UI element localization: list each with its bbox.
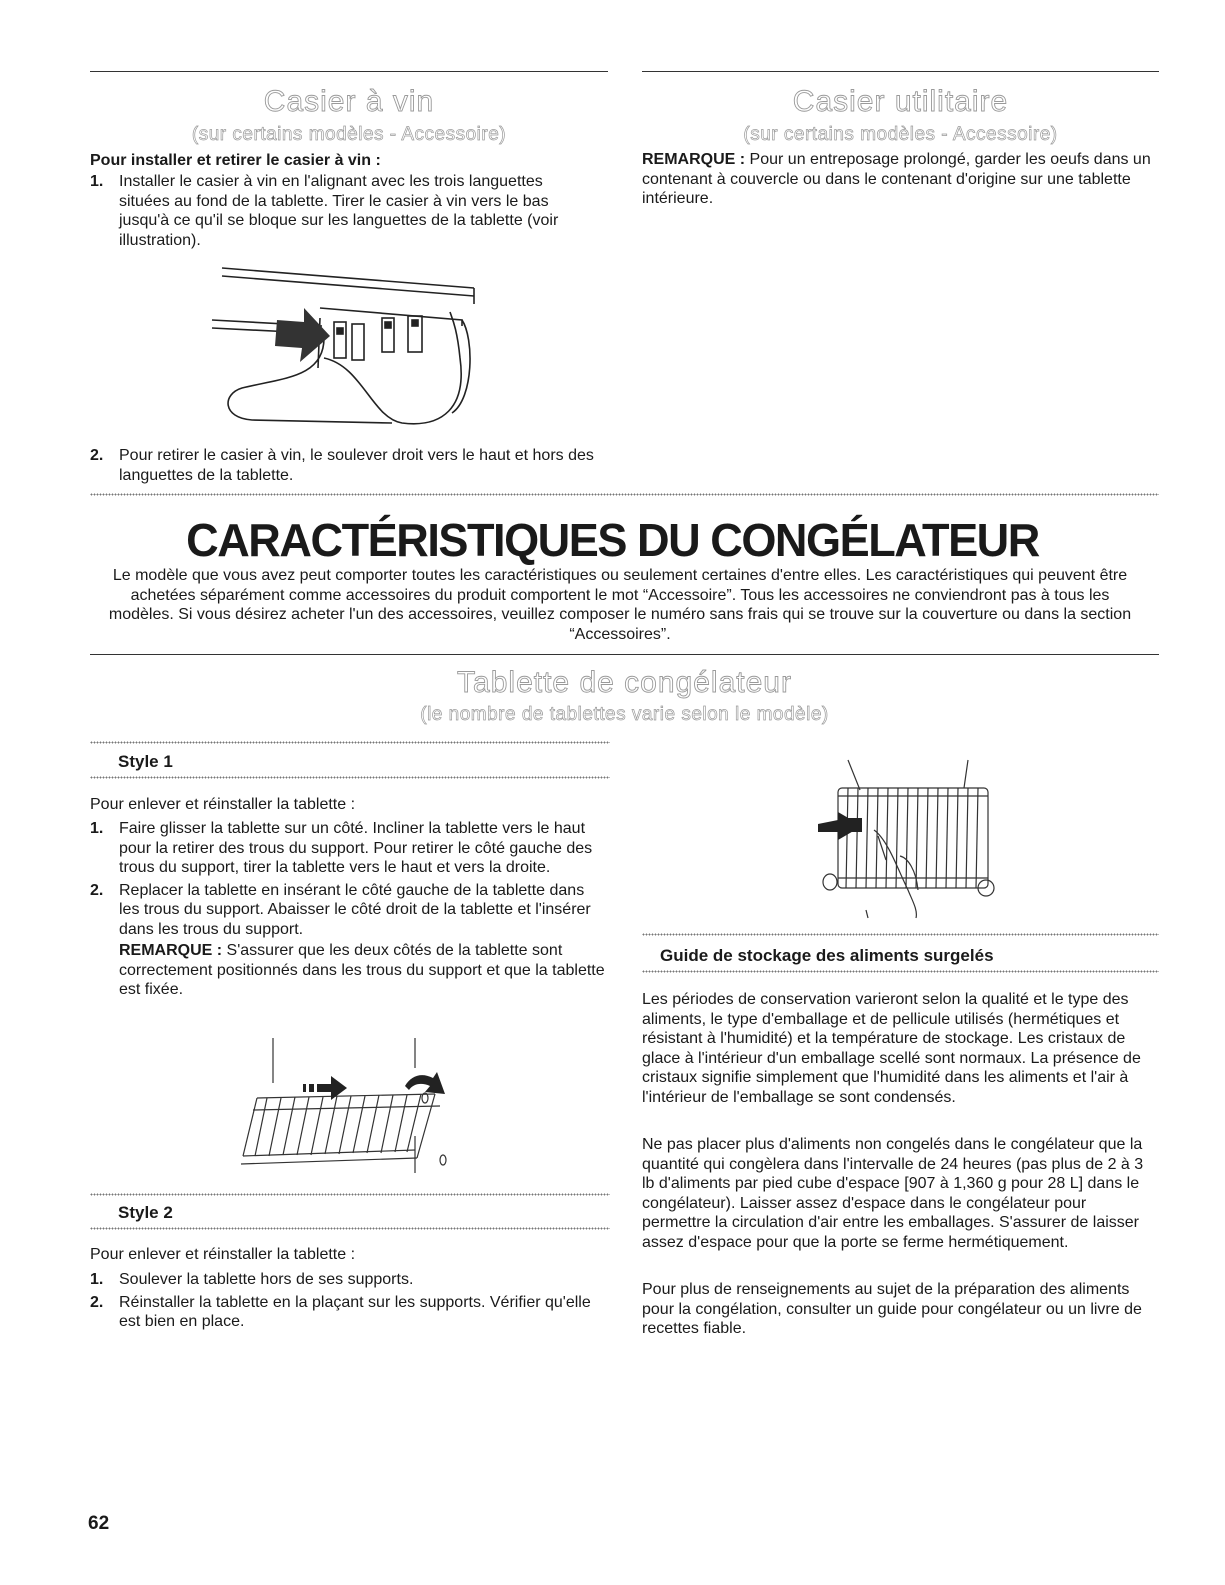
storage-paragraph-1: Les périodes de conservation varieront selon la qualité et le type des aliments, le type d'emballage et de pellicule utilisés (hermétiques et résistant à l'humidité) et la température de stockage. Les cristaux de glace à l'intérieur d'un emballage scellé sont normaux. La présence de cristaux signifie simplement que l'humidité dans les aliments et l'air à l'intérieur de l'emballage se sont condensés.: [642, 991, 1141, 1106]
storage-top-dots: [642, 933, 1159, 936]
storage-heading: Guide de stockage des aliments surgelés: [660, 946, 994, 965]
utility-bin-note: REMARQUE : Pour un entreposage prolongé, garder les oeufs dans un contenant à couvercle ou dans le contenant d'origine sur une tablette intérieure.: [642, 151, 1151, 207]
list-item: 2. Réinstaller la tablette en la plaçant sur les supports. Vérifier qu'elle est bien en place.: [90, 1293, 591, 1330]
style1-intro: Pour enlever et réinstaller la tablette :: [90, 796, 356, 813]
style2-intro: Pour enlever et réinstaller la tablette :: [90, 1246, 356, 1263]
list-item: 2. Pour retirer le casier à vin, le soulever droit vers le haut et hors des languettes de la tablette.: [90, 447, 594, 484]
wine-rack-illustration: [212, 258, 482, 448]
style2-top-dots: [90, 1193, 610, 1196]
style1-bottom-dots: [90, 776, 610, 779]
features-intro: Le modèle que vous avez peut comporter toutes les caractéristiques ou seulement certaines d'entre elles. Les caractéristiques qui peuvent être achetées séparément comme accessoires du produit comportent le mot “Accessoire”. Tous les accessoires ne conviendront pas à tous les modèles. Si vous désirez acheter l'un des accessoires, veuillez composer le numéro sans frais qui se trouve sur la couverture ou dans la section “Accessoires”.: [108, 567, 1132, 643]
list-item: 1. Faire glisser la tablette sur un côté. Incliner la tablette vers le haut pour la retirer des trous du support. Pour retirer le côté gauche des trous du support, tirer la tablette vers le haut et vers la droite.: [90, 820, 593, 876]
style1-top-dots: [90, 741, 610, 744]
style2-bottom-dots: [90, 1227, 610, 1230]
utility-bin-title: Casier utilitaire: [792, 85, 1009, 118]
wine-rack-heading: Pour installer et retirer le casier à vin :: [90, 152, 381, 169]
wine-rack-title: Casier à vin: [263, 85, 435, 118]
style1-note: REMARQUE : S'assurer que les deux côtés de la tablette sont correctement positionnés dans les trous du support et que la tablette est fixée.: [119, 942, 605, 998]
page-title: CARACTÉRISTIQUES DU CONGÉLATEUR: [186, 514, 1039, 566]
page-number: 62: [88, 1513, 110, 1534]
style1-label: Style 1: [118, 752, 173, 771]
section-separator: [90, 493, 1159, 496]
list-item: 2. Replacer la tablette en insérant le côté gauche de la tablette dans les trous du support. Abaisser le côté droit de la tablette et l'insérer dans les trous du support. REMARQUE : S'assurer que les deux côtés de la tablette sont correctement positionnés dans les trous du support et que la tablette est fixée.: [90, 881, 605, 998]
storage-paragraph-3: Pour plus de renseignements au sujet de la préparation des aliments pour la congélation, consulter un guide pour congélateur ou un livre de recettes fiable.: [642, 1281, 1142, 1337]
style2-steps: [90, 1270, 605, 1335]
wine-rack-steps-2: [90, 446, 595, 488]
shelf-style1-illustration: [235, 1038, 475, 1178]
style1-steps: [90, 819, 605, 1003]
style2-label: Style 2: [118, 1203, 173, 1222]
shelf-style2-illustration: [808, 760, 1008, 920]
wine-rack-subtitle: (sur certains modèles - Accessoire): [191, 124, 507, 145]
top-rule-left: [90, 71, 608, 72]
utility-bin-subtitle: (sur certains modèles - Accessoire): [743, 124, 1058, 145]
freezer-shelf-title: Tablette de congélateur: [457, 666, 792, 699]
wine-rack-steps-1: [90, 172, 595, 253]
freezer-shelf-subtitle: (le nombre de tablettes varie selon le modèle): [420, 704, 829, 725]
top-rule-right: [642, 71, 1159, 72]
intro-rule: [90, 654, 1159, 655]
storage-bottom-dots: [642, 970, 1159, 973]
storage-paragraph-2: Ne pas placer plus d'aliments non congelés dans le congélateur que la quantité qui congèlera dans l'intervalle de 24 heures (pas plus de 2 à 3 lb d'aliments par pied cube d'espace [907 à 1,360 g pour 28 L] dans le congélateur). Laisser assez d'espace dans le congélateur pour permettre la circulation d'air entre les emballages. S'assurer de laisser assez d'espace pour que la porte se ferme hermétiquement.: [642, 1136, 1144, 1251]
list-item: 1. Soulever la tablette hors de ses supports.: [90, 1271, 414, 1288]
list-item: 1. Installer le casier à vin en l'alignant avec les trois languettes situées au fond de la tablette. Tirer le casier à vin vers le bas jusqu'à ce qu'il se bloque sur les languettes de la tablette (voir illustration).: [90, 173, 559, 249]
